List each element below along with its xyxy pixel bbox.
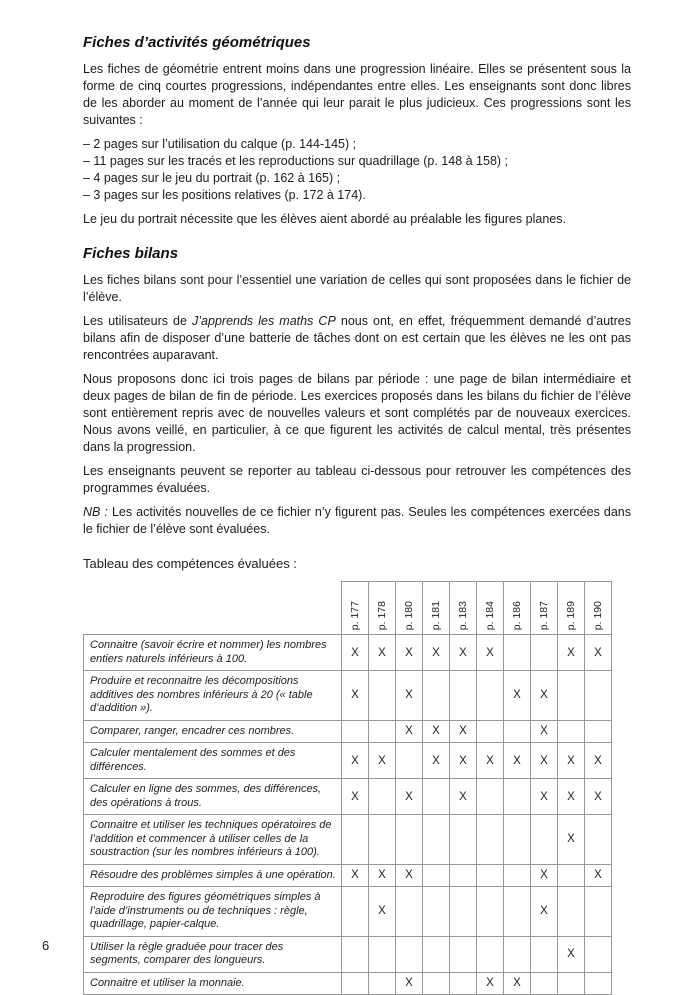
mark-cell <box>342 887 369 937</box>
table-row <box>84 936 612 972</box>
mark-cell <box>504 635 531 671</box>
mark-cell <box>558 887 585 937</box>
mark-cell <box>558 720 585 743</box>
progressions-list <box>83 136 631 204</box>
mark-cell <box>477 779 504 815</box>
table-row <box>84 864 612 887</box>
competence-label: Connaitre et utiliser les techniques opératoires de l’addition et commencer à utiliser celles de la soustraction (sur les nombres inférieurs à 100). <box>84 815 342 865</box>
mark-cell <box>450 815 477 865</box>
list-item: – 3 pages sur les positions relatives (p. 172 à 174). <box>83 188 366 202</box>
mark-cell <box>585 720 612 743</box>
text-run: Les utilisateurs de <box>83 314 193 328</box>
paragraph-bilans-3: Nous proposons donc ici trois pages de bilans par période : une page de bilan intermédiaire et deux pages de bilan de fin de période. Les exercices proposés dans les bilans du fichier de l’élève sont entièrement repris avec de nouvelles valeurs et sont complétés par de nouveaux exercices. Nous avons veillé, en particulier, à ce que figurent les activités de calcul mental, très présentes dans la progression. <box>83 372 631 454</box>
paragraph-bilans-2 <box>83 313 631 364</box>
mark-cell: X <box>558 635 585 671</box>
list-item: – 2 pages sur l’utilisation du calque (p. 144-145) ; <box>83 137 357 151</box>
mark-cell <box>369 779 396 815</box>
mark-cell <box>558 972 585 995</box>
mark-cell: X <box>396 671 423 721</box>
mark-cell <box>504 864 531 887</box>
mark-cell: X <box>531 720 558 743</box>
mark-cell <box>585 815 612 865</box>
mark-cell <box>504 779 531 815</box>
paragraph-bilans-1: Les fiches bilans sont pour l’essentiel une variation de celles qui sont proposées dans le fichier de l’élève. <box>83 273 631 304</box>
table-row <box>84 720 612 743</box>
mark-cell <box>423 887 450 937</box>
mark-cell: X <box>531 864 558 887</box>
mark-cell <box>423 972 450 995</box>
mark-cell: X <box>423 720 450 743</box>
page-column-header <box>396 582 423 635</box>
mark-cell: X <box>585 743 612 779</box>
page-column-header <box>450 582 477 635</box>
page-column-header <box>531 582 558 635</box>
mark-cell: X <box>504 671 531 721</box>
table-row <box>84 635 612 671</box>
mark-cell <box>342 815 369 865</box>
mark-cell <box>477 864 504 887</box>
mark-cell: X <box>585 635 612 671</box>
mark-cell: X <box>369 887 396 937</box>
competences-table <box>83 581 612 995</box>
mark-cell: X <box>531 671 558 721</box>
page-column-header <box>423 582 450 635</box>
page-column-header <box>342 582 369 635</box>
mark-cell <box>450 972 477 995</box>
page-column-header <box>585 582 612 635</box>
page-column-header <box>369 582 396 635</box>
mark-cell <box>504 815 531 865</box>
page-column-label: p. 177 <box>348 600 361 630</box>
competence-label: Connaitre et utiliser la monnaie. <box>84 972 342 995</box>
mark-cell <box>477 815 504 865</box>
mark-cell <box>504 720 531 743</box>
mark-cell <box>423 864 450 887</box>
text-run: Les activités nouvelles de ce fichier n’y figurent pas. Seules les compétences exercées dans le fichier de l’élève sont évaluées. <box>83 505 631 536</box>
competence-label: Produire et reconnaitre les décompositions additives des nombres inférieurs à 20 (« table d’addition »). <box>84 671 342 721</box>
mark-cell <box>342 720 369 743</box>
page-column-label: p. 183 <box>456 600 469 630</box>
table-row <box>84 743 612 779</box>
list-item: – 11 pages sur les tracés et les reproductions sur quadrillage (p. 148 à 158) ; <box>83 154 509 168</box>
competence-label: Utiliser la règle graduée pour tracer des segments, comparer des longueurs. <box>84 936 342 972</box>
mark-cell <box>450 936 477 972</box>
mark-cell: X <box>369 635 396 671</box>
competence-label: Calculer mentalement des sommes et des différences. <box>84 743 342 779</box>
mark-cell <box>477 720 504 743</box>
mark-cell <box>585 972 612 995</box>
mark-cell <box>369 936 396 972</box>
paragraph-nb <box>83 504 631 538</box>
nb-label: NB : <box>83 505 108 519</box>
mark-cell: X <box>369 864 396 887</box>
mark-cell <box>531 936 558 972</box>
mark-cell: X <box>396 864 423 887</box>
page-number: 6 <box>42 938 50 953</box>
section-heading-fiches-geometriques: Fiches d’activités géométriques <box>83 34 311 51</box>
table-row <box>84 887 612 937</box>
mark-cell <box>423 671 450 721</box>
mark-cell: X <box>396 635 423 671</box>
mark-cell: X <box>585 779 612 815</box>
mark-cell <box>558 671 585 721</box>
page-content <box>83 34 631 995</box>
page-column-label: p. 184 <box>483 600 496 630</box>
list-item: – 4 pages sur le jeu du portrait (p. 162 à 165) ; <box>83 171 341 185</box>
competence-label: Comparer, ranger, encadrer ces nombres. <box>84 720 342 743</box>
table-row <box>84 972 612 995</box>
competence-label: Connaitre (savoir écrire et nommer) les nombres entiers naturels inférieurs à 100. <box>84 635 342 671</box>
paragraph-geometrie-intro: Les fiches de géométrie entrent moins dans une progression linéaire. Elles se présentent sous la forme de cinq courtes progressions, indépendantes entre elles. Les enseignants sont donc libres de les aborder au moment de l’année qui leur parait le plus judicieux. Ces progressions sont les suivantes : <box>83 62 631 127</box>
mark-cell: X <box>558 779 585 815</box>
mark-cell: X <box>396 972 423 995</box>
mark-cell <box>369 671 396 721</box>
table-caption: Tableau des compétences évaluées : <box>83 556 297 571</box>
mark-cell: X <box>396 720 423 743</box>
mark-cell: X <box>450 635 477 671</box>
paragraph-jeu-du-portrait: Le jeu du portrait nécessite que les élèves aient abordé au préalable les figures planes. <box>83 212 566 226</box>
mark-cell <box>396 887 423 937</box>
competence-label: Résoudre des problèmes simples à une opération. <box>84 864 342 887</box>
mark-cell: X <box>558 743 585 779</box>
mark-cell <box>450 864 477 887</box>
mark-cell <box>396 743 423 779</box>
page-column-label: p. 186 <box>510 600 523 630</box>
mark-cell <box>477 887 504 937</box>
corner-cell <box>84 582 342 635</box>
mark-cell: X <box>585 864 612 887</box>
competence-label: Reproduire des figures géométriques simples à l’aide d’instruments ou de techniques : règle, quadrillage, papier-calque. <box>84 887 342 937</box>
book-title: J’apprends les maths CP <box>192 314 336 328</box>
mark-cell <box>585 887 612 937</box>
mark-cell: X <box>477 635 504 671</box>
mark-cell: X <box>423 743 450 779</box>
competence-table-body <box>84 635 612 995</box>
mark-cell <box>423 936 450 972</box>
mark-cell <box>531 972 558 995</box>
page-column-label: p. 181 <box>429 600 442 630</box>
mark-cell: X <box>558 815 585 865</box>
mark-cell: X <box>477 743 504 779</box>
page-column-header <box>558 582 585 635</box>
mark-cell <box>423 779 450 815</box>
mark-cell: X <box>423 635 450 671</box>
mark-cell: X <box>558 936 585 972</box>
mark-cell <box>531 815 558 865</box>
mark-cell: X <box>477 972 504 995</box>
mark-cell <box>369 720 396 743</box>
mark-cell: X <box>531 887 558 937</box>
mark-cell: X <box>342 864 369 887</box>
text-run: nous ont, en effet, fréquemment demandé d’autres bilans afin de disposer d’une batterie de tâches dont on est certain que les élèves ne les ont pas rencontrées auparavant. <box>83 314 631 362</box>
mark-cell: X <box>531 779 558 815</box>
mark-cell <box>477 936 504 972</box>
mark-cell: X <box>450 720 477 743</box>
table-row <box>84 815 612 865</box>
mark-cell <box>585 936 612 972</box>
mark-cell <box>477 671 504 721</box>
mark-cell <box>531 635 558 671</box>
mark-cell: X <box>504 972 531 995</box>
mark-cell: X <box>504 743 531 779</box>
competence-header-row <box>84 582 612 635</box>
mark-cell: X <box>396 779 423 815</box>
mark-cell <box>423 815 450 865</box>
mark-cell: X <box>342 635 369 671</box>
mark-cell: X <box>342 743 369 779</box>
page-column-header <box>477 582 504 635</box>
table-row <box>84 779 612 815</box>
mark-cell: X <box>342 671 369 721</box>
mark-cell <box>450 887 477 937</box>
table-row <box>84 671 612 721</box>
mark-cell: X <box>450 779 477 815</box>
mark-cell: X <box>369 743 396 779</box>
mark-cell <box>504 887 531 937</box>
mark-cell <box>342 972 369 995</box>
paragraph-bilans-4: Les enseignants peuvent se reporter au tableau ci-dessous pour retrouver les compétences des programmes évaluées. <box>83 464 631 495</box>
mark-cell <box>342 936 369 972</box>
page-column-label: p. 178 <box>375 600 388 630</box>
section-heading-fiches-bilans: Fiches bilans <box>83 245 179 262</box>
mark-cell: X <box>342 779 369 815</box>
competence-label: Calculer en ligne des sommes, des différences, des opérations à trous. <box>84 779 342 815</box>
mark-cell <box>369 815 396 865</box>
mark-cell <box>450 671 477 721</box>
mark-cell <box>504 936 531 972</box>
mark-cell: X <box>531 743 558 779</box>
mark-cell <box>396 815 423 865</box>
mark-cell <box>396 936 423 972</box>
mark-cell <box>369 972 396 995</box>
page-column-label: p. 189 <box>564 600 577 630</box>
page-column-label: p. 187 <box>537 600 550 630</box>
mark-cell <box>558 864 585 887</box>
page-column-header <box>504 582 531 635</box>
mark-cell <box>585 671 612 721</box>
mark-cell: X <box>450 743 477 779</box>
page-column-label: p. 190 <box>591 600 604 630</box>
page-column-label: p. 180 <box>402 600 415 630</box>
